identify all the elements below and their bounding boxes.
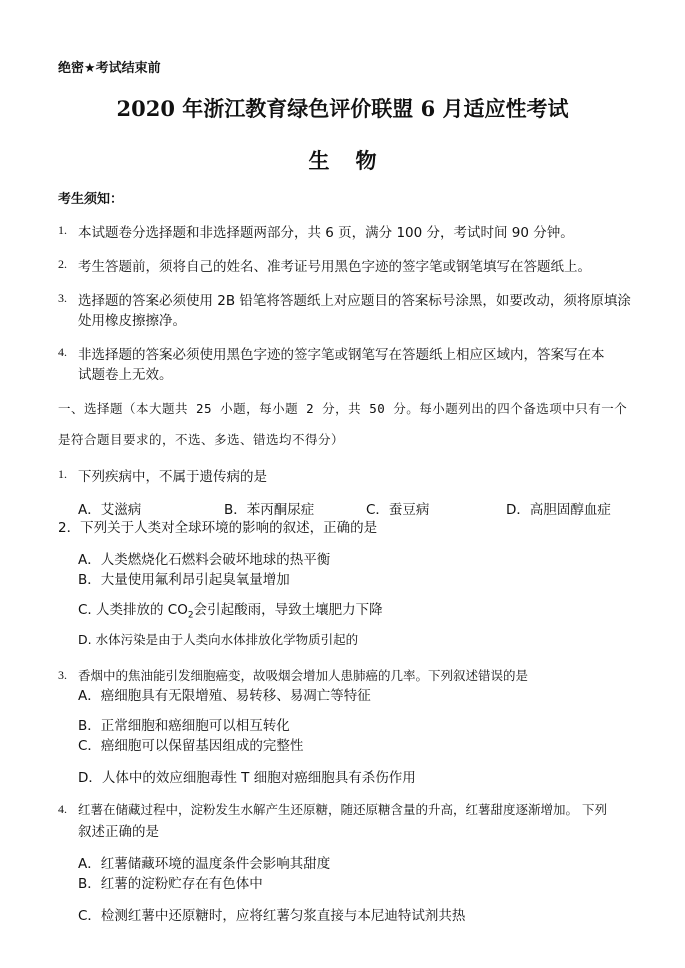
- q3-option-c: C．癌细胞可以保留基因组成的完整性: [78, 738, 304, 754]
- section-heading: 是符合题目要求的，不选、多选、错选均不得分）: [58, 432, 345, 447]
- notice-item-number: 2.: [58, 257, 67, 271]
- q4-option-a: A．红薯储藏环境的温度条件会影响其甜度: [78, 856, 331, 872]
- question-number: 1.: [58, 467, 67, 481]
- q1-option-c: C．蚕豆病: [366, 502, 430, 518]
- q3-option-a: A．癌细胞具有无限增殖、易转移、易凋亡等特征: [78, 688, 371, 704]
- co2-subscript: 2: [187, 610, 194, 621]
- question-stem: 2．下列关于人类对全球环境的影响的叙述，正确的是: [58, 520, 378, 536]
- notice-item-text: 考生答题前，须将自己的姓名、准考证号用黑色字迹的签字笔或钢笔填写在答题纸上。: [78, 259, 591, 275]
- q4-option-b: B．红薯的淀粉贮存在有色体中: [78, 876, 263, 892]
- question-number: 4.: [58, 802, 67, 816]
- q1-option-a: A．艾滋病: [78, 502, 142, 518]
- notice-item-text: 处用橡皮擦擦净。: [78, 313, 186, 329]
- q2-option-d: D. 水体污染是由于人类向水体排放化学物质引起的: [78, 632, 359, 647]
- exam-title: 2020 年浙江教育绿色评价联盟 6 月适应性考试: [116, 96, 569, 121]
- question-stem: 叙述正确的是: [78, 824, 159, 840]
- q2-option-a: A．人类燃烧化石燃料会破坏地球的热平衡: [78, 552, 331, 568]
- notice-heading: 考生须知：: [58, 192, 124, 207]
- q3-option-d: D．人体中的效应细胞毒性 T 细胞对癌细胞具有杀伤作用: [78, 770, 416, 786]
- q1-option-d: D．高胆固醇血症: [506, 502, 611, 518]
- question-stem: 红薯在储藏过程中，淀粉发生水解产生还原糖，随还原糖含量的升高，红薯甜度逐渐增加。 下列: [78, 802, 607, 817]
- notice-item-number: 1.: [58, 223, 67, 237]
- question-stem: 香烟中的焦油能引发细胞癌变，故吸烟会增加人患肺癌的几率。下列叙述错误的是: [78, 668, 529, 683]
- subject-title: 生物: [308, 148, 403, 173]
- notice-item-number: 4.: [58, 345, 67, 359]
- question-number: 3.: [58, 668, 67, 682]
- q3-option-b: B．正常细胞和癌细胞可以相互转化: [78, 718, 290, 734]
- section-heading: 一、选择题（本大题共 25 小题，每小题 2 分，共 50 分。每小题列出的四个备选项中只有一个: [58, 401, 628, 416]
- q2-option-b: B．大量使用氟利昂引起臭氧量增加: [78, 572, 290, 588]
- notice-item-number: 3.: [58, 291, 67, 305]
- question-stem: 下列疾病中，不属于遗传病的是: [78, 469, 267, 485]
- q2-option-c-text: C. 人类排放的 CO: [78, 602, 188, 618]
- q4-option-c: C．检测红薯中还原糖时，应将红薯匀浆直接与本尼迪特试剂共热: [78, 908, 466, 924]
- notice-item-text: 试题卷上无效。: [78, 367, 173, 383]
- q2-option-c: [78, 598, 383, 621]
- notice-item-text: 选择题的答案必须使用 2B 铅笔将答题纸上对应题目的答案标号涂黑，如要改动，须将原填涂: [78, 293, 631, 309]
- notice-item-text: 非选择题的答案必须使用黑色字迹的签字笔或钢笔写在答题纸上相应区域内，答案写在本: [78, 347, 605, 363]
- q1-option-b: B．苯丙酮尿症: [224, 502, 315, 518]
- confidential-label: 绝密★考试结束前: [58, 61, 161, 76]
- notice-item-text: 本试题卷分选择题和非选择题两部分，共 6 页，满分 100 分，考试时间 90 分钟。: [78, 225, 574, 241]
- q1-options: [78, 498, 638, 518]
- q2-option-c-text: 会引起酸雨，导致土壤肥力下降: [193, 602, 383, 618]
